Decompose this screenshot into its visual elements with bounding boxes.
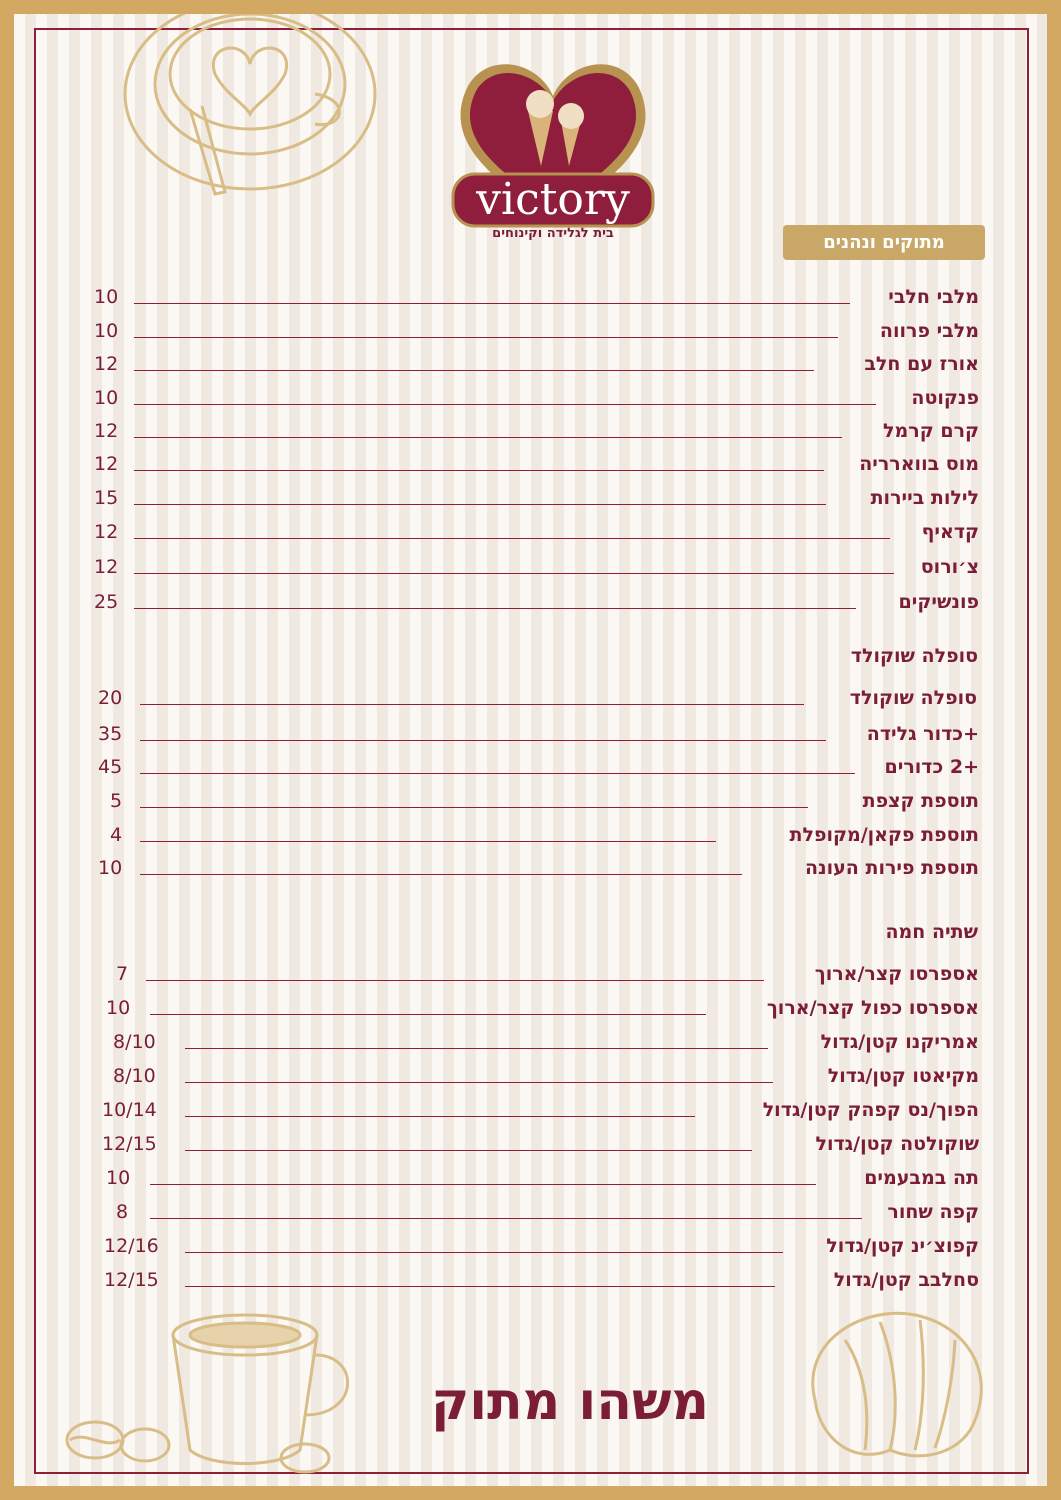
leader-line (134, 370, 814, 371)
leader-line (185, 1082, 773, 1083)
menu-item (0, 994, 1061, 1024)
leader-line (140, 874, 742, 875)
victory-logo (443, 56, 663, 252)
menu-item (0, 518, 1061, 548)
menu-item (0, 684, 1061, 714)
leader-line (134, 504, 826, 505)
menu-item (0, 384, 1061, 414)
item-price: 10 (106, 1167, 131, 1189)
footer-slogan: משהו מתוק (430, 1372, 710, 1432)
item-name: אורז עם חלב (864, 353, 979, 375)
menu-item (0, 1028, 1061, 1058)
item-price: 12 (94, 420, 119, 442)
leader-line (134, 470, 824, 471)
item-name: שוקולטה קטן/גדול (815, 1133, 979, 1155)
item-price: 10 (106, 997, 131, 1019)
item-price: 35 (98, 723, 123, 745)
item-price: 12/16 (104, 1235, 159, 1257)
item-name: קרם קרמל (883, 420, 979, 442)
heart-icecream-logo-icon (443, 56, 663, 231)
item-price: 45 (98, 756, 123, 778)
leader-line (150, 1218, 862, 1219)
item-price: 8/10 (113, 1065, 156, 1087)
item-price: 8/10 (113, 1031, 156, 1053)
item-name: +2 כדורים (884, 756, 979, 778)
menu-item (0, 588, 1061, 618)
menu-item (0, 283, 1061, 313)
item-price: 25 (94, 591, 119, 613)
item-name: סחלבב קטן/גדול (833, 1269, 979, 1291)
item-price: 12 (94, 353, 119, 375)
item-name: לילות ביירות (870, 487, 979, 509)
item-price: 12/15 (102, 1133, 157, 1155)
leader-line (134, 538, 890, 539)
menu-item (0, 1266, 1061, 1296)
leader-line (185, 1252, 783, 1253)
item-name: מקיאטו קטן/גדול (827, 1065, 979, 1087)
leader-line (150, 1014, 706, 1015)
leader-line (140, 704, 804, 705)
leader-line (185, 1048, 768, 1049)
item-name: סופלה שוקולד (849, 687, 977, 709)
menu-item (0, 1164, 1061, 1194)
item-price: 15 (94, 487, 119, 509)
item-name: קדאיף (921, 521, 979, 543)
item-price: 8 (116, 1201, 129, 1223)
item-price: 20 (98, 687, 123, 709)
menu-item (0, 1096, 1061, 1126)
menu-item (0, 960, 1061, 990)
menu-item (0, 317, 1061, 347)
item-price: 4 (110, 824, 123, 846)
menu-item (0, 821, 1061, 851)
menu-item (0, 1198, 1061, 1228)
item-name: תוספת פירות העונה (804, 857, 979, 879)
menu-item (0, 350, 1061, 380)
leader-line (134, 337, 838, 338)
menu-item (0, 450, 1061, 480)
menu-item (0, 753, 1061, 783)
item-name: מלבי פרווה (879, 320, 979, 342)
item-name: קפה שחור (887, 1201, 979, 1223)
menu-item (0, 720, 1061, 750)
item-price: 10 (94, 286, 119, 308)
leader-line (134, 573, 894, 574)
item-name: תוספת קצפת (862, 790, 979, 812)
item-price: 10 (94, 387, 119, 409)
item-price: 12 (94, 521, 119, 543)
item-price: 12/15 (104, 1269, 159, 1291)
menu-item (0, 1062, 1061, 1092)
item-name: אספרסו קצר/ארוך (814, 963, 979, 985)
item-name: קפוצ׳ינ קטן/גדול (826, 1235, 979, 1257)
menu-item (0, 484, 1061, 514)
item-name: אמריקנו קטן/גדול (820, 1031, 979, 1053)
item-price: 10 (98, 857, 123, 879)
croissant-illustration (795, 1300, 995, 1470)
section-title-souffle: סופלה שוקולד (850, 645, 978, 667)
menu-item (0, 553, 1061, 583)
item-price: 12 (94, 556, 119, 578)
item-price: 10/14 (102, 1099, 157, 1121)
leader-line (134, 303, 850, 304)
leader-line (150, 1184, 816, 1185)
item-name: תוספת פקאן/מקופלת (789, 824, 979, 846)
leader-line (140, 807, 808, 808)
menu-item (0, 1130, 1061, 1160)
leader-line (134, 608, 856, 609)
leader-line (185, 1150, 752, 1151)
leader-line (134, 437, 842, 438)
menu-item (0, 854, 1061, 884)
item-name: מוס בווארריה (859, 453, 979, 475)
leader-line (140, 740, 826, 741)
leader-line (185, 1286, 775, 1287)
coffee-cup-illustration (60, 1300, 360, 1480)
brand-name: victory (476, 174, 630, 225)
item-price: 5 (110, 790, 123, 812)
leader-line (185, 1116, 695, 1117)
latte-cup-illustration (110, 14, 380, 204)
leader-line (146, 980, 764, 981)
item-name: צ׳ורוס (920, 556, 979, 578)
leader-line (134, 404, 876, 405)
item-name: פנקוטה (911, 387, 979, 409)
item-name: אספרסו כפול קצר/ארוך (766, 997, 979, 1019)
menu-item (0, 787, 1061, 817)
brand-tagline: בית לגלידה וקינוחים (492, 226, 614, 241)
item-price: 7 (116, 963, 129, 985)
item-name: מלבי חלבי (888, 286, 979, 308)
section-title-desserts: מתוקים ונהנים (783, 225, 985, 260)
menu-item (0, 1232, 1061, 1262)
section-title-hot-drinks: שתיה חמה (885, 921, 978, 943)
item-name: תה במבעמים (864, 1167, 979, 1189)
item-price: 12 (94, 453, 119, 475)
item-name: +כדור גלידה (866, 723, 979, 745)
leader-line (140, 841, 716, 842)
item-name: פונשיקים (898, 591, 979, 613)
item-name: הפוך/נס קפהק קטן/גדול (762, 1099, 979, 1121)
menu-item (0, 417, 1061, 447)
leader-line (140, 773, 855, 774)
item-price: 10 (94, 320, 119, 342)
